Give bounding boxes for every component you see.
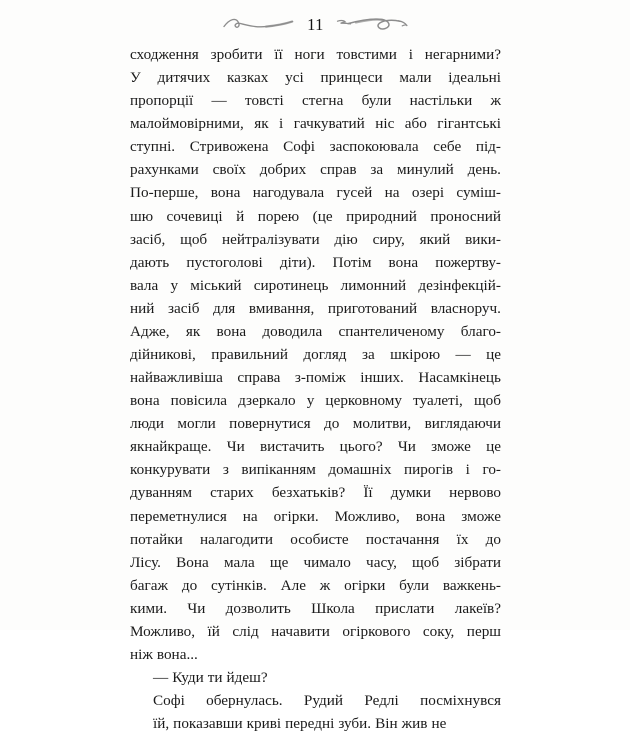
text-line: конкурувати з випіканням домашніх пирогів і го- [130, 461, 501, 479]
text-line: дійникові, правильний догляд за шкірою — це [130, 346, 501, 364]
page-number: 11 [307, 14, 324, 34]
text-line: Софі обернулась. Рудий Редлі посміхнувся [153, 692, 501, 710]
text-line: Лісу. Вона мала ще чимало часу, щоб зібрати [130, 553, 501, 571]
text-line: сходження зробити її ноги товстими і негарними? [130, 46, 501, 63]
text-line: Адже, як вона доводила спантеличеному благо- [130, 322, 501, 340]
text-line: потайки налагодити особисте постачання їх до [130, 530, 501, 548]
text-line: засіб, щоб нейтралізувати дію сиру, який вики- [130, 230, 501, 248]
paragraph-1 [130, 43, 501, 666]
text-line: малоймовірними, як і гачкуватий ніс або гігантські [130, 115, 501, 133]
text-line: вала у міський сиротинець лимонний дезінфекцій- [130, 276, 501, 294]
paragraph-2 [130, 666, 501, 689]
text-line: вона повісила дзеркало у церковному туалеті, щоб [130, 392, 501, 410]
text-line: дуванням старих безхатьків? Її думки нервово [130, 484, 501, 502]
text-line: кими. Чи дозволить Школа прислати лакеїв? [130, 599, 501, 617]
text-line: — Куди ти йдеш? [153, 669, 268, 687]
flourish-ornament-right [336, 12, 408, 41]
text-line: ний засіб для вмивання, приготований власноруч. [130, 299, 501, 317]
text-line: переметнулися на огірки. Можливо, вона зможе [130, 507, 501, 525]
text-line: багаж до сутінків. Але ж огірки були важкень- [130, 576, 501, 594]
text-line: люди могли повернутися до молитви, виглядаючи [130, 415, 501, 433]
text-line: якнайкраще. Чи вистачить цього? Чи зможе це [130, 438, 501, 456]
running-head [0, 9, 630, 43]
text-line: ніж вона... [130, 646, 198, 664]
text-line: шю сочевиці й порею (це природний проносний [130, 207, 501, 225]
text-line: Можливо, їй слід начавити огіркового соку, перш [130, 622, 501, 640]
text-line: пропорції — товсті стегна були настільки ж [130, 92, 501, 110]
text-line: рахунками своїх добрих справ за минулий день. [130, 161, 501, 179]
text-line: ступні. Стривожена Софі заспокоювала себе під- [130, 138, 501, 156]
text-line: дають пустоголові діти). Потім вона пожертву- [130, 253, 501, 271]
paragraph-3 [130, 689, 501, 735]
text-line: найважливіша справа з-поміж інших. Насамкінець [130, 369, 501, 387]
text-line: У дитячих казках усі принцеси мали ідеальні [130, 69, 501, 87]
text-block [130, 43, 501, 735]
text-line: їй, показавши криві передні зуби. Він жив не [153, 715, 447, 733]
text-line: По-перше, вона нагодувала гусей на озері суміш- [130, 184, 501, 202]
flourish-ornament-left [222, 13, 294, 40]
